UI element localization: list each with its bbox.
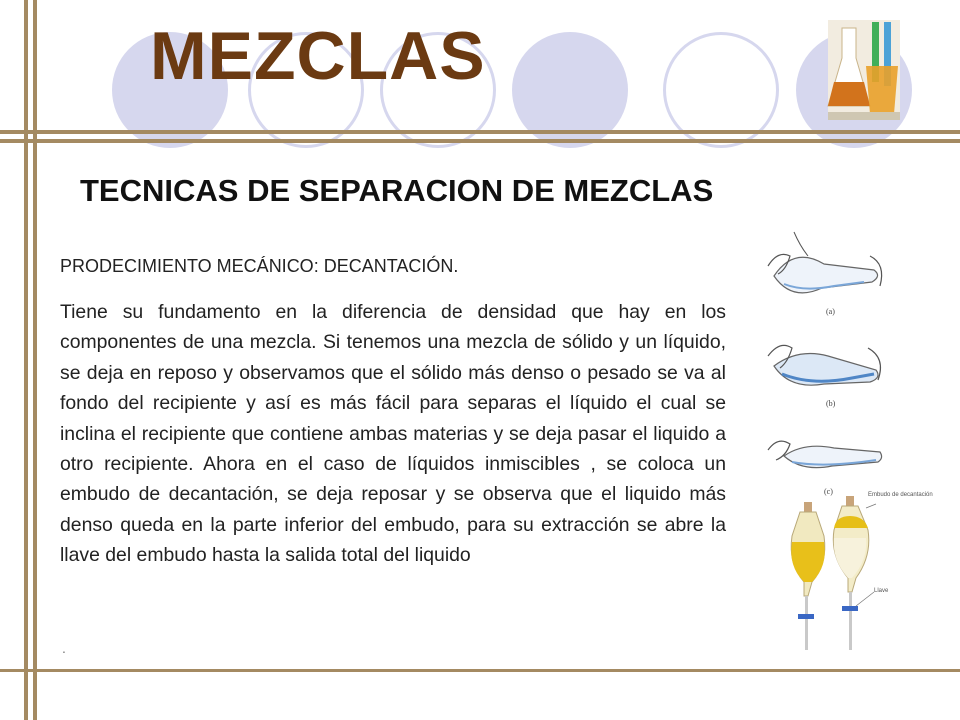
- trailing-mark: .: [62, 640, 66, 656]
- decantation-sketch-b: [764, 326, 888, 412]
- slide-subtitle: TECNICAS DE SEPARACION DE MEZCLAS: [80, 173, 714, 208]
- decantation-sketch-a: [764, 226, 888, 318]
- stopcock-label: Llave: [874, 588, 889, 594]
- sketch-label-c: (c): [824, 487, 833, 496]
- body-paragraph: Tiene su fundamento en la diferencia de densidad que hay en los componentes de una mezcla. Si tenemos una mezcla de sólido y un líquido, se deja en reposo y observamos que el sólido más denso o pesado se va al fondo del recipiente y así es más fácil para separas el líquido el cual se inclina el recipiente que contiene ambas materias y se deja pasar el liquido a otro recipiente. Ahora en el caso de líquidos inmiscibles , se coloca un embudo de decantación, se deja reposar y se observa que el liquido más denso queda en la parte inferior del embudo, para su extracción se abre la llave del embudo hasta la salida total del liquido: [60, 301, 726, 567]
- funnel-label: Embudo de decantación: [868, 492, 933, 498]
- sketch-label-a: (a): [826, 307, 835, 316]
- frame-line-horizontal: [0, 130, 960, 134]
- sketch-label-b: (b): [826, 399, 836, 408]
- frame-line-horizontal: [0, 669, 960, 672]
- section-heading: PRODECIMIENTO MECÁNICO: DECANTACIÓN.: [60, 256, 459, 276]
- slide-title: MEZCLAS: [150, 18, 486, 94]
- frame-line-vertical: [33, 0, 37, 720]
- separatory-funnel-image: [768, 486, 933, 662]
- frame-line-horizontal: [0, 139, 960, 143]
- frame-line-vertical: [24, 0, 28, 720]
- lab-glassware-image: [828, 20, 900, 120]
